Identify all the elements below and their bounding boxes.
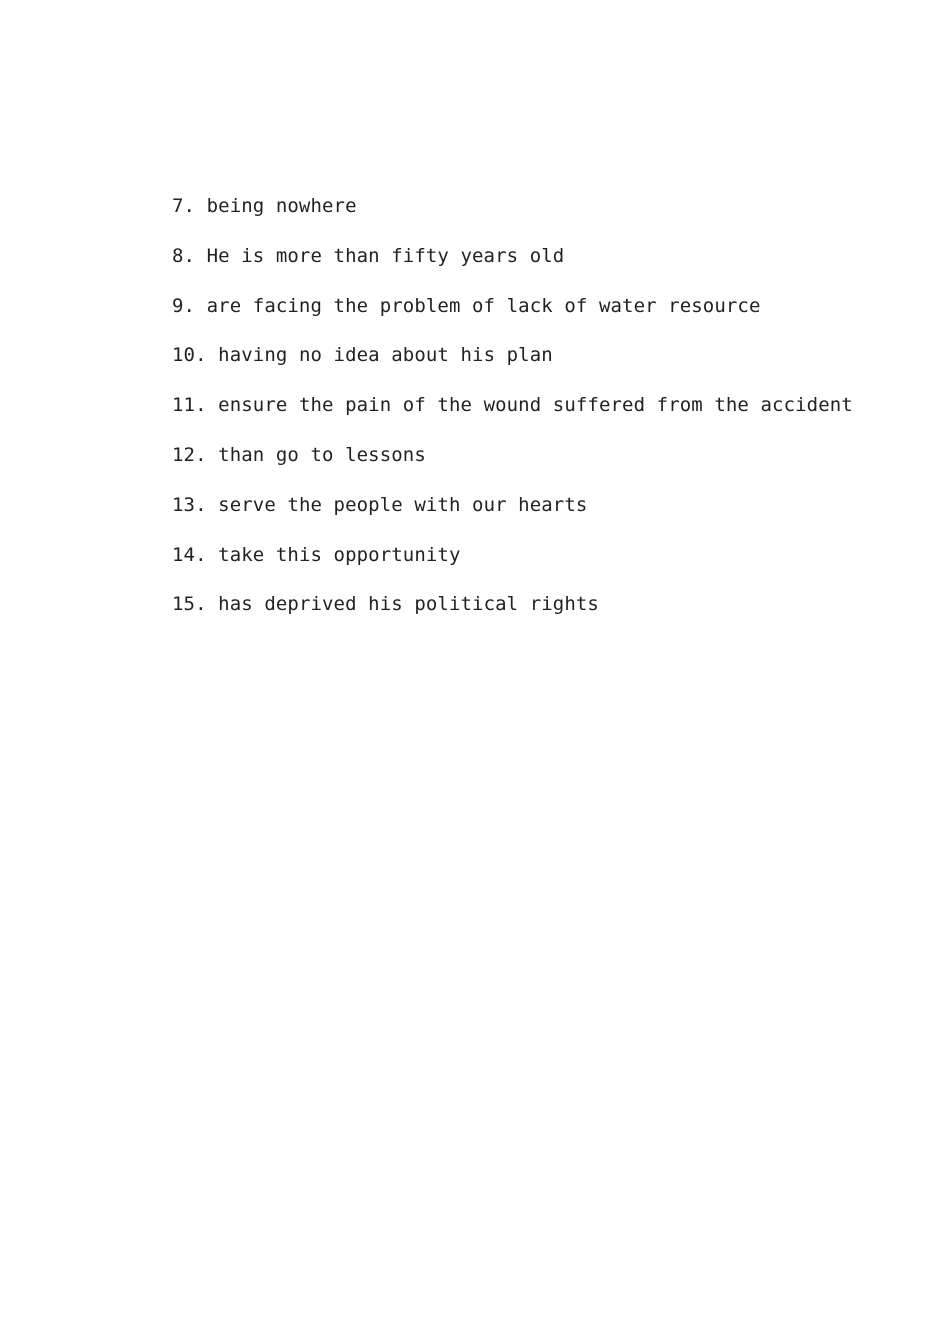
answer-text: than go to lessons [218,443,426,466]
answer-text: He is more than fifty years old [206,244,565,267]
answer-item-12 [172,441,853,491]
answer-text: serve the people with our hearts [218,493,588,516]
answer-number: 7. [172,195,196,217]
answer-text: having no idea about his plan [218,344,553,367]
answer-number: 14. [172,543,207,566]
answer-number: 8. [172,244,196,267]
answer-number: 13. [172,493,207,516]
answer-item-7 [172,192,853,242]
answer-text: has deprived his political rights [218,593,599,616]
answer-list [172,192,853,640]
answer-item-14 [172,541,853,591]
answer-item-13 [172,491,853,541]
answer-text: take this opportunity [218,543,461,566]
answer-number: 12. [172,443,207,466]
answer-text: ensure the pain of the wound suffered from the accident [218,394,853,417]
answer-number: 10. [172,344,207,367]
answer-item-15 [172,590,853,640]
answer-text: being nowhere [206,195,357,217]
answer-item-8 [172,242,853,292]
answer-number: 9. [172,294,196,317]
answer-item-9 [172,292,853,342]
answer-item-11 [172,391,853,441]
answer-number: 15. [172,593,207,616]
answer-number: 11. [172,394,207,417]
answer-text: are facing the problem of lack of water resource [206,294,761,317]
answer-item-10 [172,341,853,391]
